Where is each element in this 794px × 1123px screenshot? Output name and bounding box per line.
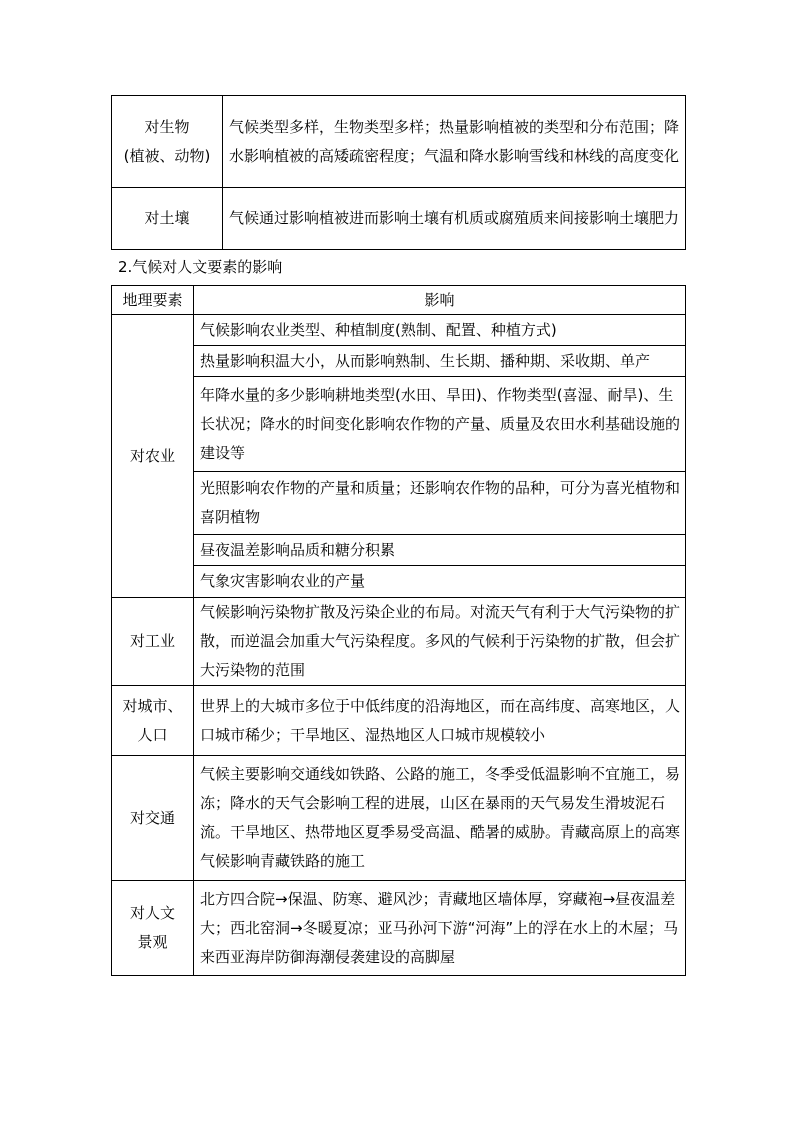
row-content: 世界上的大城市多位于中低纬度的沿海地区，而在高纬度、高寒地区，人口城市稀少；干旱地区、湿热地区人口城市规模较小 bbox=[194, 686, 686, 756]
row-label: 对工业 bbox=[112, 598, 194, 686]
row-label-line: 对人文 bbox=[129, 904, 175, 922]
row-content: 气候类型多样，生物类型多样；热量影响植被的类型和分布范围；降水影响植被的高矮疏密程度；气温和降水影响雪线和林线的高度变化 bbox=[223, 96, 686, 188]
table-header-row bbox=[112, 286, 686, 315]
agriculture-item: 气候影响农业类型、种植制度(熟制、配置、种植方式) bbox=[194, 315, 686, 346]
table-row bbox=[112, 598, 686, 686]
column-header: 影响 bbox=[194, 286, 686, 315]
row-content: 气候影响污染物扩散及污染企业的布局。对流天气有利于大气污染物的扩散，而逆温会加重大气污染程度。多风的气候利于污染物的扩散，但会扩大污染物的范围 bbox=[194, 598, 686, 686]
row-label bbox=[112, 686, 194, 756]
row-label-line: 对生物 bbox=[144, 117, 190, 136]
section-heading: 2.气候对人文要素的影响 bbox=[118, 258, 283, 276]
row-content: 气候主要影响交通线如铁路、公路的施工，冬季受低温影响不宜施工，易冻；降水的天气会影响工程的进展，山区在暴雨的天气易发生滑坡泥石流。干旱地区、热带地区夏季易受高温、酷暑的威胁。青藏高原上的高寒气候影响青藏铁路的施工 bbox=[194, 756, 686, 881]
row-content: 北方四合院→保温、防寒、避风沙；青藏地区墙体厚，穿藏袍→昼夜温差大；西北窑洞→冬暖夏凉；亚马孙河下游“河海”上的浮在水上的木屋；马来西亚海岸防御海潮侵袭建设的高脚屋 bbox=[194, 881, 686, 976]
row-label-line: 景观 bbox=[137, 933, 168, 951]
table-row bbox=[112, 96, 686, 188]
agriculture-item: 气象灾害影响农业的产量 bbox=[194, 566, 686, 598]
table-row bbox=[112, 472, 686, 535]
row-content: 气候通过影响植被进而影响土壤有机质或腐殖质来间接影响土壤肥力 bbox=[223, 188, 686, 250]
climate-human-effects-table bbox=[111, 285, 686, 976]
agriculture-item: 年降水量的多少影响耕地类型(水田、旱田)、作物类型(喜湿、耐旱)、生长状况；降水的时间变化影响农作物的产量、质量及农田水利基础设施的建设等 bbox=[194, 377, 686, 472]
table-row bbox=[112, 346, 686, 377]
table-row bbox=[112, 188, 686, 250]
table-row bbox=[112, 881, 686, 976]
table-row bbox=[112, 315, 686, 346]
climate-natural-effects-table bbox=[111, 95, 686, 250]
agriculture-label: 对农业 bbox=[112, 315, 194, 598]
row-label: 对土壤 bbox=[112, 188, 223, 250]
table-row bbox=[112, 377, 686, 472]
row-label-line: 对城市、 bbox=[122, 696, 183, 715]
agriculture-item: 昼夜温差影响品质和糖分积累 bbox=[194, 535, 686, 566]
agriculture-item: 光照影响农作物的产量和质量；还影响农作物的品种，可分为喜光植物和喜阴植物 bbox=[194, 472, 686, 535]
column-header: 地理要素 bbox=[112, 286, 194, 315]
row-label bbox=[112, 96, 223, 188]
row-label-line: (植被、动物) bbox=[123, 146, 211, 165]
row-label bbox=[112, 881, 194, 976]
table-row bbox=[112, 756, 686, 881]
table-row bbox=[112, 686, 686, 756]
row-label-line: 人口 bbox=[137, 725, 168, 744]
table-row bbox=[112, 535, 686, 566]
agriculture-item: 热量影响积温大小，从而影响熟制、生长期、播种期、采收期、单产 bbox=[194, 346, 686, 377]
row-label: 对交通 bbox=[112, 756, 194, 881]
table-row bbox=[112, 566, 686, 598]
